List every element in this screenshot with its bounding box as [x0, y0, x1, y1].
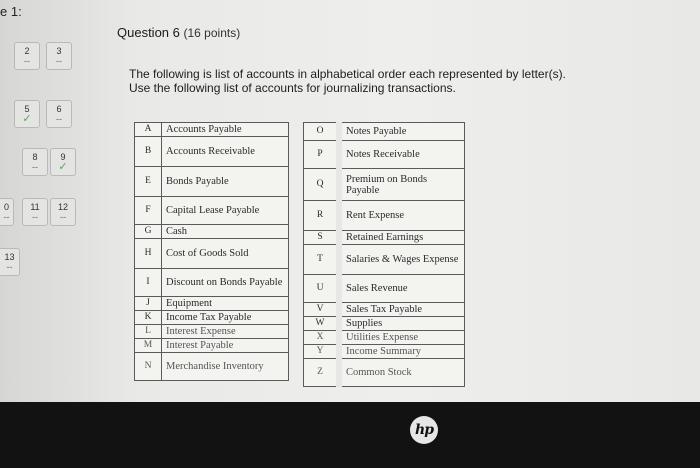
- account-name: Salaries & Wages Expense: [339, 245, 465, 275]
- table-row: [135, 167, 289, 197]
- table-row: [304, 331, 465, 345]
- account-name: Sales Tax Payable: [339, 303, 465, 317]
- account-letter: X: [304, 331, 340, 345]
- unanswered-mark: --: [24, 56, 30, 66]
- account-letter: Q: [304, 169, 340, 201]
- account-name: Cost of Goods Sold: [162, 239, 289, 269]
- unanswered-mark: --: [56, 56, 62, 66]
- question-title: [117, 25, 240, 40]
- account-letter: Z: [304, 359, 340, 387]
- unanswered-mark: --: [6, 262, 13, 272]
- question-nav-item-12[interactable]: [50, 198, 76, 226]
- account-letter: R: [304, 201, 340, 231]
- accounts-table-left: [134, 122, 289, 381]
- account-letter: V: [304, 303, 340, 317]
- instruction-line-2: Use the following list of accounts for journalizing transactions.: [129, 81, 456, 95]
- table-row: [135, 297, 289, 311]
- question-nav-item-8[interactable]: [22, 148, 48, 176]
- question-number: 11: [30, 202, 40, 212]
- table-row: [135, 269, 289, 297]
- account-name: Discount on Bonds Payable: [162, 269, 289, 297]
- table-row: [304, 201, 465, 231]
- question-number: 0: [3, 202, 9, 212]
- account-letter: W: [304, 317, 340, 331]
- account-letter: H: [135, 239, 162, 269]
- account-name: Premium on Bonds Payable: [339, 169, 465, 201]
- unanswered-mark: --: [56, 114, 62, 124]
- question-nav-item-6[interactable]: [46, 100, 72, 128]
- table-row: [135, 311, 289, 325]
- table-row: [135, 339, 289, 353]
- account-letter: P: [304, 141, 340, 169]
- account-letter: G: [135, 225, 162, 239]
- question-number: 2: [24, 46, 30, 56]
- table-row: [135, 325, 289, 339]
- unanswered-mark: --: [32, 212, 38, 222]
- account-letter: A: [135, 123, 162, 137]
- account-name: Notes Payable: [339, 123, 465, 141]
- account-letter: J: [135, 297, 162, 311]
- question-nav-item-10[interactable]: [0, 198, 14, 226]
- account-name: Income Tax Payable: [162, 311, 289, 325]
- account-letter: T: [304, 245, 340, 275]
- table-row: [304, 359, 465, 387]
- account-letter: U: [304, 275, 340, 303]
- account-name: Utilities Expense: [339, 331, 465, 345]
- question-nav-item-5[interactable]: [14, 100, 40, 128]
- account-name: Accounts Receivable: [162, 137, 289, 167]
- unanswered-mark: --: [60, 212, 66, 222]
- account-letter: F: [135, 197, 162, 225]
- account-letter: I: [135, 269, 162, 297]
- account-name: Capital Lease Payable: [162, 197, 289, 225]
- table-row: [135, 137, 289, 167]
- table-row: [135, 123, 289, 137]
- unanswered-mark: --: [3, 212, 10, 222]
- account-letter: K: [135, 311, 162, 325]
- account-letter: E: [135, 167, 162, 197]
- account-letter: L: [135, 325, 162, 339]
- table-row: [304, 169, 465, 201]
- question-points: (16 points): [183, 26, 241, 40]
- account-name: Merchandise Inventory: [162, 353, 289, 381]
- table-row: [304, 345, 465, 359]
- question-nav-item-2[interactable]: [14, 42, 40, 70]
- account-name: Rent Expense: [339, 201, 465, 231]
- question-nav-item-13[interactable]: [0, 248, 20, 276]
- table-row: [304, 245, 465, 275]
- account-name: Retained Earnings: [339, 231, 465, 245]
- account-letter: B: [135, 137, 162, 167]
- account-name: Notes Receivable: [339, 141, 465, 169]
- table-row: [304, 141, 465, 169]
- question-number: 13: [4, 252, 15, 262]
- account-letter: Y: [304, 345, 340, 359]
- question-number: 9: [60, 152, 66, 162]
- account-name: Common Stock: [339, 359, 465, 387]
- table-row: [135, 197, 289, 225]
- question-number: 12: [57, 202, 68, 212]
- table-row: [304, 317, 465, 331]
- account-name: Interest Expense: [162, 325, 289, 339]
- question-title-text: Question 6: [117, 25, 180, 40]
- account-name: Cash: [162, 225, 289, 239]
- question-number: 6: [56, 104, 62, 114]
- table-row: [135, 353, 289, 381]
- account-letter: S: [304, 231, 340, 245]
- account-name: Bonds Payable: [162, 167, 289, 197]
- table-row: [304, 303, 465, 317]
- account-name: Income Summary: [339, 345, 465, 359]
- account-letter: N: [135, 353, 162, 381]
- instruction-line-1: The following is list of accounts in alphabetical order each represented by letter(s).: [129, 67, 566, 81]
- question-nav-title: e 1:: [0, 4, 22, 19]
- account-letter: O: [304, 123, 340, 141]
- account-name: Interest Payable: [162, 339, 289, 353]
- question-nav-item-3[interactable]: [46, 42, 72, 70]
- table-row: [135, 225, 289, 239]
- laptop-bezel: [0, 402, 700, 468]
- account-name: Accounts Payable: [162, 123, 289, 137]
- account-letter: M: [135, 339, 162, 353]
- account-name: Sales Revenue: [339, 275, 465, 303]
- question-nav-item-11[interactable]: [22, 198, 48, 226]
- account-name: Supplies: [339, 317, 465, 331]
- hp-logo: hp: [410, 416, 438, 444]
- accounts-table-right: [303, 122, 465, 387]
- check-icon: ✓: [22, 113, 32, 125]
- table-row: [304, 231, 465, 245]
- unanswered-mark: --: [32, 162, 38, 172]
- table-row: [135, 239, 289, 269]
- question-number: 3: [56, 46, 62, 56]
- question-number: 8: [32, 152, 38, 162]
- table-row: [304, 123, 465, 141]
- question-number: 5: [24, 104, 30, 114]
- check-icon: ✓: [58, 161, 68, 173]
- account-name: Equipment: [162, 297, 289, 311]
- question-nav-item-9[interactable]: [50, 148, 76, 176]
- table-row: [304, 275, 465, 303]
